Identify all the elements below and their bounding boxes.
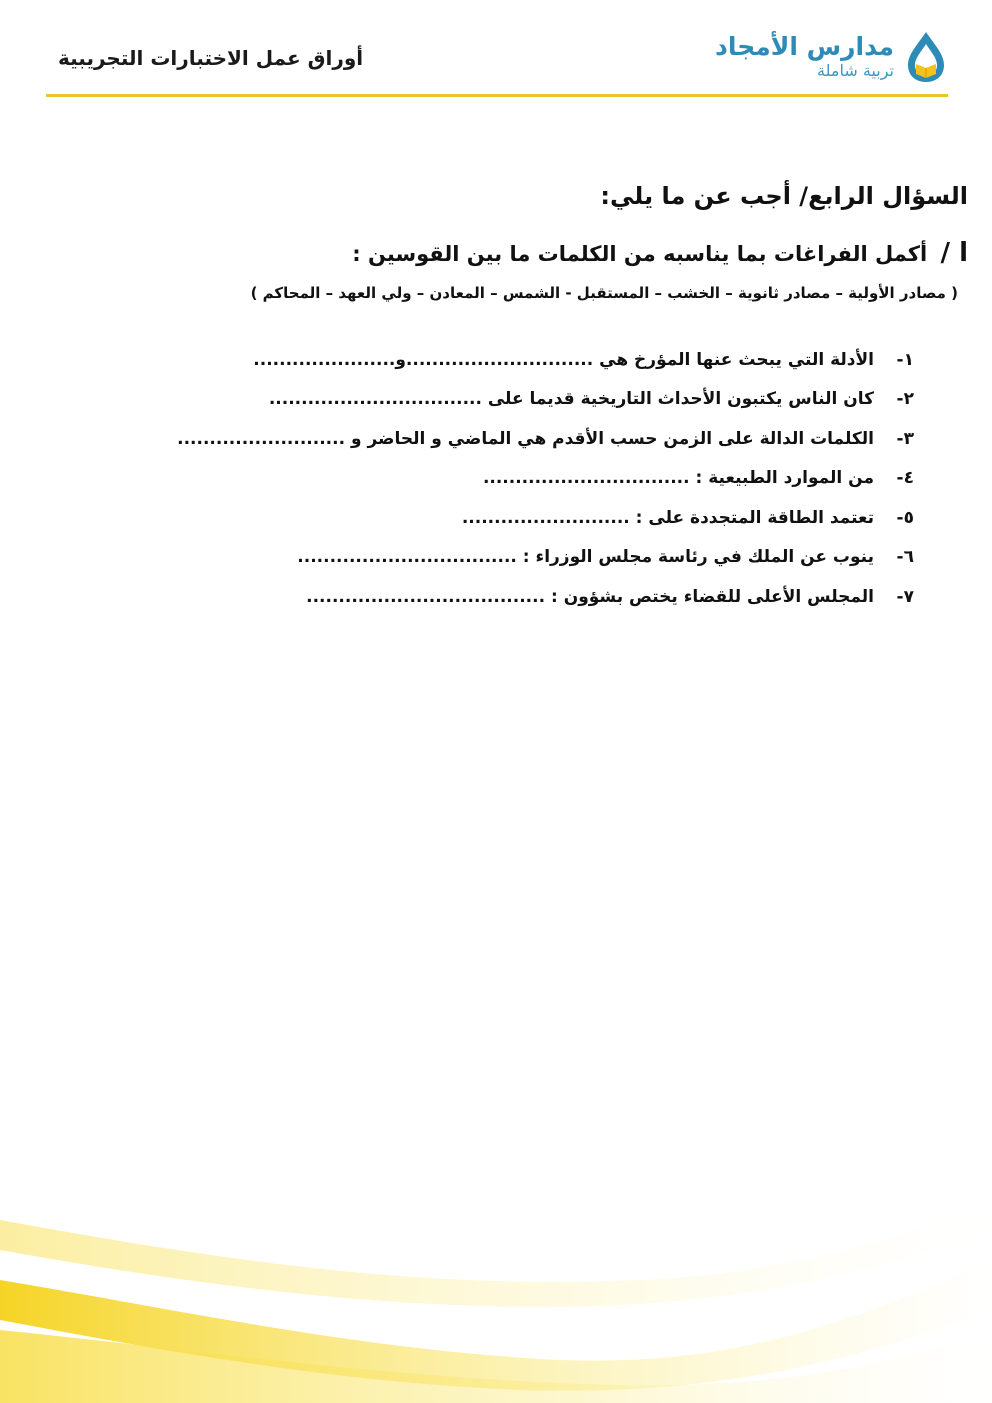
- logo-text: [715, 34, 894, 79]
- list-item: [28, 466, 914, 492]
- part-heading: [28, 234, 968, 273]
- item-number: ٢-: [896, 389, 914, 410]
- list-item: [28, 427, 914, 453]
- item-number: ٧-: [896, 586, 914, 607]
- part-number: ا /: [940, 237, 968, 268]
- item-number: ٤-: [896, 468, 914, 489]
- sheet-title: أوراق عمل الاختبارات التجريبية: [58, 46, 364, 70]
- item-number: ١-: [896, 349, 914, 370]
- decorative-swoosh: [0, 1200, 992, 1403]
- list-item: [28, 506, 914, 532]
- item-text: ينوب عن الملك في رئاسة مجلس الوزراء : ..................................: [297, 547, 874, 568]
- item-text: الكلمات الدالة على الزمن حسب الأقدم هي الماضي و الحاضر و ..........................: [177, 428, 874, 449]
- fill-in-list: [28, 348, 968, 611]
- question-title: السؤال الرابع/ أجب عن ما يلي:: [600, 182, 968, 210]
- list-item: [28, 585, 914, 611]
- page-header: [0, 0, 992, 100]
- header-divider: [46, 94, 948, 97]
- list-item: [28, 348, 914, 374]
- item-text: تعتمد الطاقة المتجددة على : ..........................: [461, 507, 874, 528]
- logo-school-name: مدارس الأمجاد: [715, 32, 894, 62]
- drop-book-logo-icon: [904, 30, 948, 84]
- item-text: من الموارد الطبيعية : ................................: [482, 468, 874, 489]
- item-number: ٣-: [896, 428, 914, 449]
- item-text: الأدلة التي يبحث عنها المؤرخ هي .............................و......................: [253, 349, 874, 370]
- school-logo: [715, 30, 948, 84]
- item-text: المجلس الأعلى للقضاء يختص بشؤون : .....................................: [306, 586, 874, 607]
- item-number: ٦-: [896, 547, 914, 568]
- item-text: كان الناس يكتبون الأحداث التاريخية قديما على .................................: [268, 389, 874, 410]
- question-section: [28, 180, 968, 624]
- list-item: [28, 387, 914, 413]
- logo-tagline: تربية شاملة: [817, 60, 894, 80]
- word-bank: ( مصادر الأولية – مصادر ثانوية – الخشب – المستقبل - الشمس – المعادن – ولي العهد – المحاكم ): [250, 283, 958, 302]
- item-number: ٥-: [896, 507, 914, 528]
- list-item: [28, 545, 914, 571]
- part-instruction: أكمل الفراغات بما يناسبه من الكلمات ما بين القوسين :: [352, 241, 928, 266]
